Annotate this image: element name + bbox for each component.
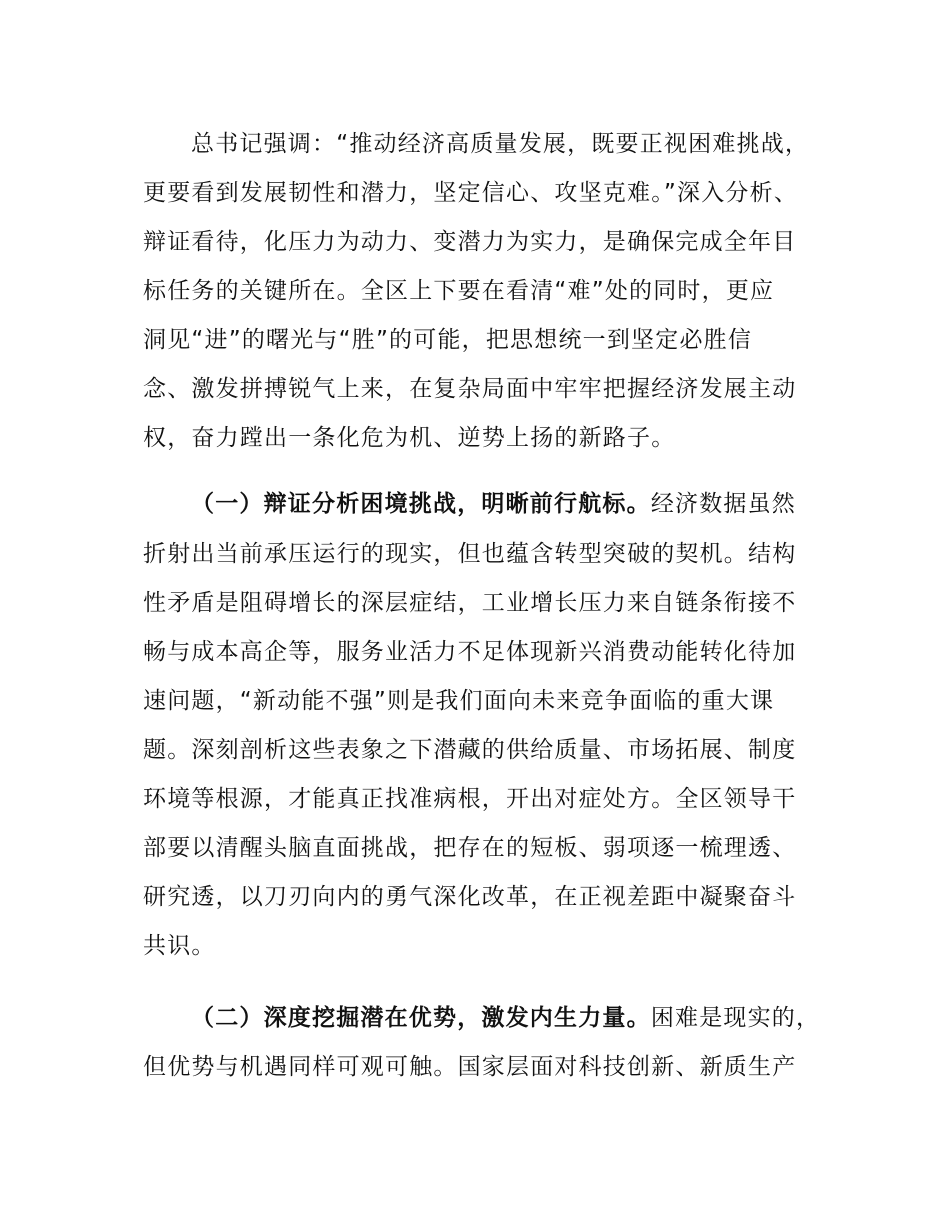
paragraph-3-first-line-text: 困难是现实的， xyxy=(650,1005,821,1031)
paragraph-2-line-3: 性矛盾是阻碍增长的深层症结，工业增长压力来自链条衔接不 xyxy=(143,590,797,616)
paragraph-1-line-2: 更要看到发展韧性和潜力，坚定信心、攻坚克难。”深入分析、 xyxy=(143,180,799,206)
paragraph-1-line-1: 总书记强调：“推动经济高质量发展，既要正视困难挑战， xyxy=(191,131,810,157)
paragraph-1-line-6: 念、激发拼搏锐气上来，在复杂局面中牢牢把握经济发展主动 xyxy=(143,376,797,402)
paragraph-2-line-5: 速问题，“新动能不强”则是我们面向未来竞争面临的重大课 xyxy=(143,688,775,714)
paragraph-1-line-4: 标任务的关键所在。全区上下要在看清“难”处的同时，更应 xyxy=(143,278,775,304)
paragraph-2-first-line-text: 经济数据虽然 xyxy=(650,491,797,517)
paragraph-3-line-2: 但优势与机遇同样可观可触。国家层面对科技创新、新质生产 xyxy=(143,1054,797,1080)
section-heading-2: （二）深度挖掘潜在优势，激发内生力量。 xyxy=(191,1005,651,1031)
paragraph-2-line-8: 部要以清醒头脑直面挑战，把存在的短板、弱项逐一梳理透、 xyxy=(143,835,797,861)
paragraph-1-line-7: 权，奋力蹚出一条化危为机、逆势上扬的新路子。 xyxy=(143,425,676,451)
paragraph-1-line-5: 洞见“进”的曙光与“胜”的可能，把思想统一到坚定必胜信 xyxy=(143,327,753,353)
paragraph-3-line-1 xyxy=(191,1000,843,1036)
paragraph-2-line-9: 研究透，以刀刃向内的勇气深化改革，在正视差距中凝聚奋斗 xyxy=(143,884,797,910)
paragraph-2-line-4: 畅与成本高企等，服务业活力不足体现新兴消费动能转化待加 xyxy=(143,639,797,665)
paragraph-2-line-10: 共识。 xyxy=(143,933,216,959)
paragraph-2-line-6: 题。深刻剖析这些表象之下潜藏的供给质量、市场拓展、制度 xyxy=(143,737,797,763)
paragraph-2-line-2: 折射出当前承压运行的现实，但也蕴含转型突破的契机。结构 xyxy=(143,541,797,567)
paragraph-2-line-1 xyxy=(191,486,843,522)
paragraph-2-line-7: 环境等根源，才能真正找准病根，开出对症处方。全区领导干 xyxy=(143,786,797,812)
paragraph-1-line-3: 辩证看待，化压力为动力、变潜力为实力，是确保完成全年目 xyxy=(143,229,797,255)
section-heading-1: （一）辩证分析困境挑战，明晰前行航标。 xyxy=(191,491,651,517)
